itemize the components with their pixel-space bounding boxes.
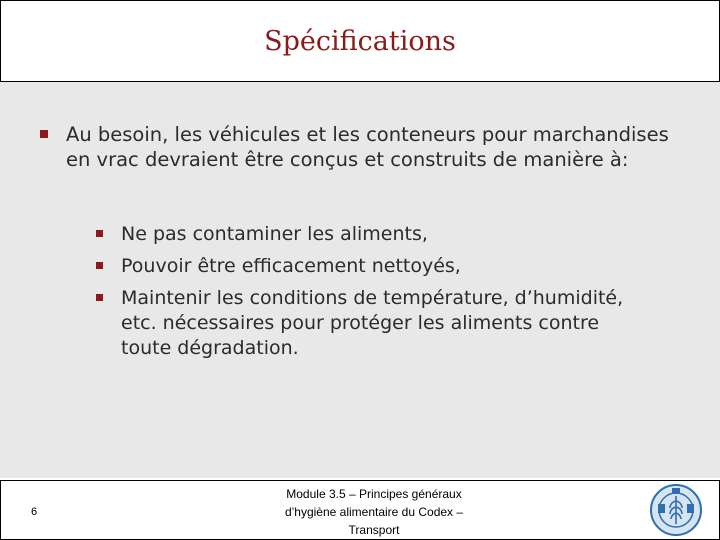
slide-title: Spécifications	[264, 25, 456, 57]
square-bullet-icon	[96, 262, 103, 269]
sub-bullet	[96, 254, 696, 279]
main-bullet-text: Au besoin, les véhicules et les conteneurs pour marchandises en vrac devraient être conçus et construits de manière à:	[66, 123, 669, 171]
fao-logo-icon	[649, 483, 703, 537]
sub-bullet-text: Maintenir les conditions de température, d’humidité, etc. nécessaires pour protéger les aliments contre toute dégradation.	[121, 287, 624, 359]
sub-bullet	[96, 222, 696, 247]
square-bullet-icon	[96, 230, 103, 237]
square-bullet-icon	[40, 130, 48, 138]
slide-content	[0, 82, 720, 478]
page-number: 6	[31, 506, 38, 518]
main-bullet	[40, 122, 680, 172]
square-bullet-icon	[96, 294, 103, 301]
footer-caption: Module 3.5 – Principes généraux d’hygiène alimentaire du Codex – Transport	[284, 487, 464, 537]
sub-bullet-text: Pouvoir être efficacement nettoyés,	[121, 255, 461, 277]
sub-bullet	[96, 286, 626, 361]
sub-bullet-text: Ne pas contaminer les aliments,	[121, 223, 428, 245]
footer	[0, 480, 720, 540]
title-bar	[0, 0, 720, 82]
